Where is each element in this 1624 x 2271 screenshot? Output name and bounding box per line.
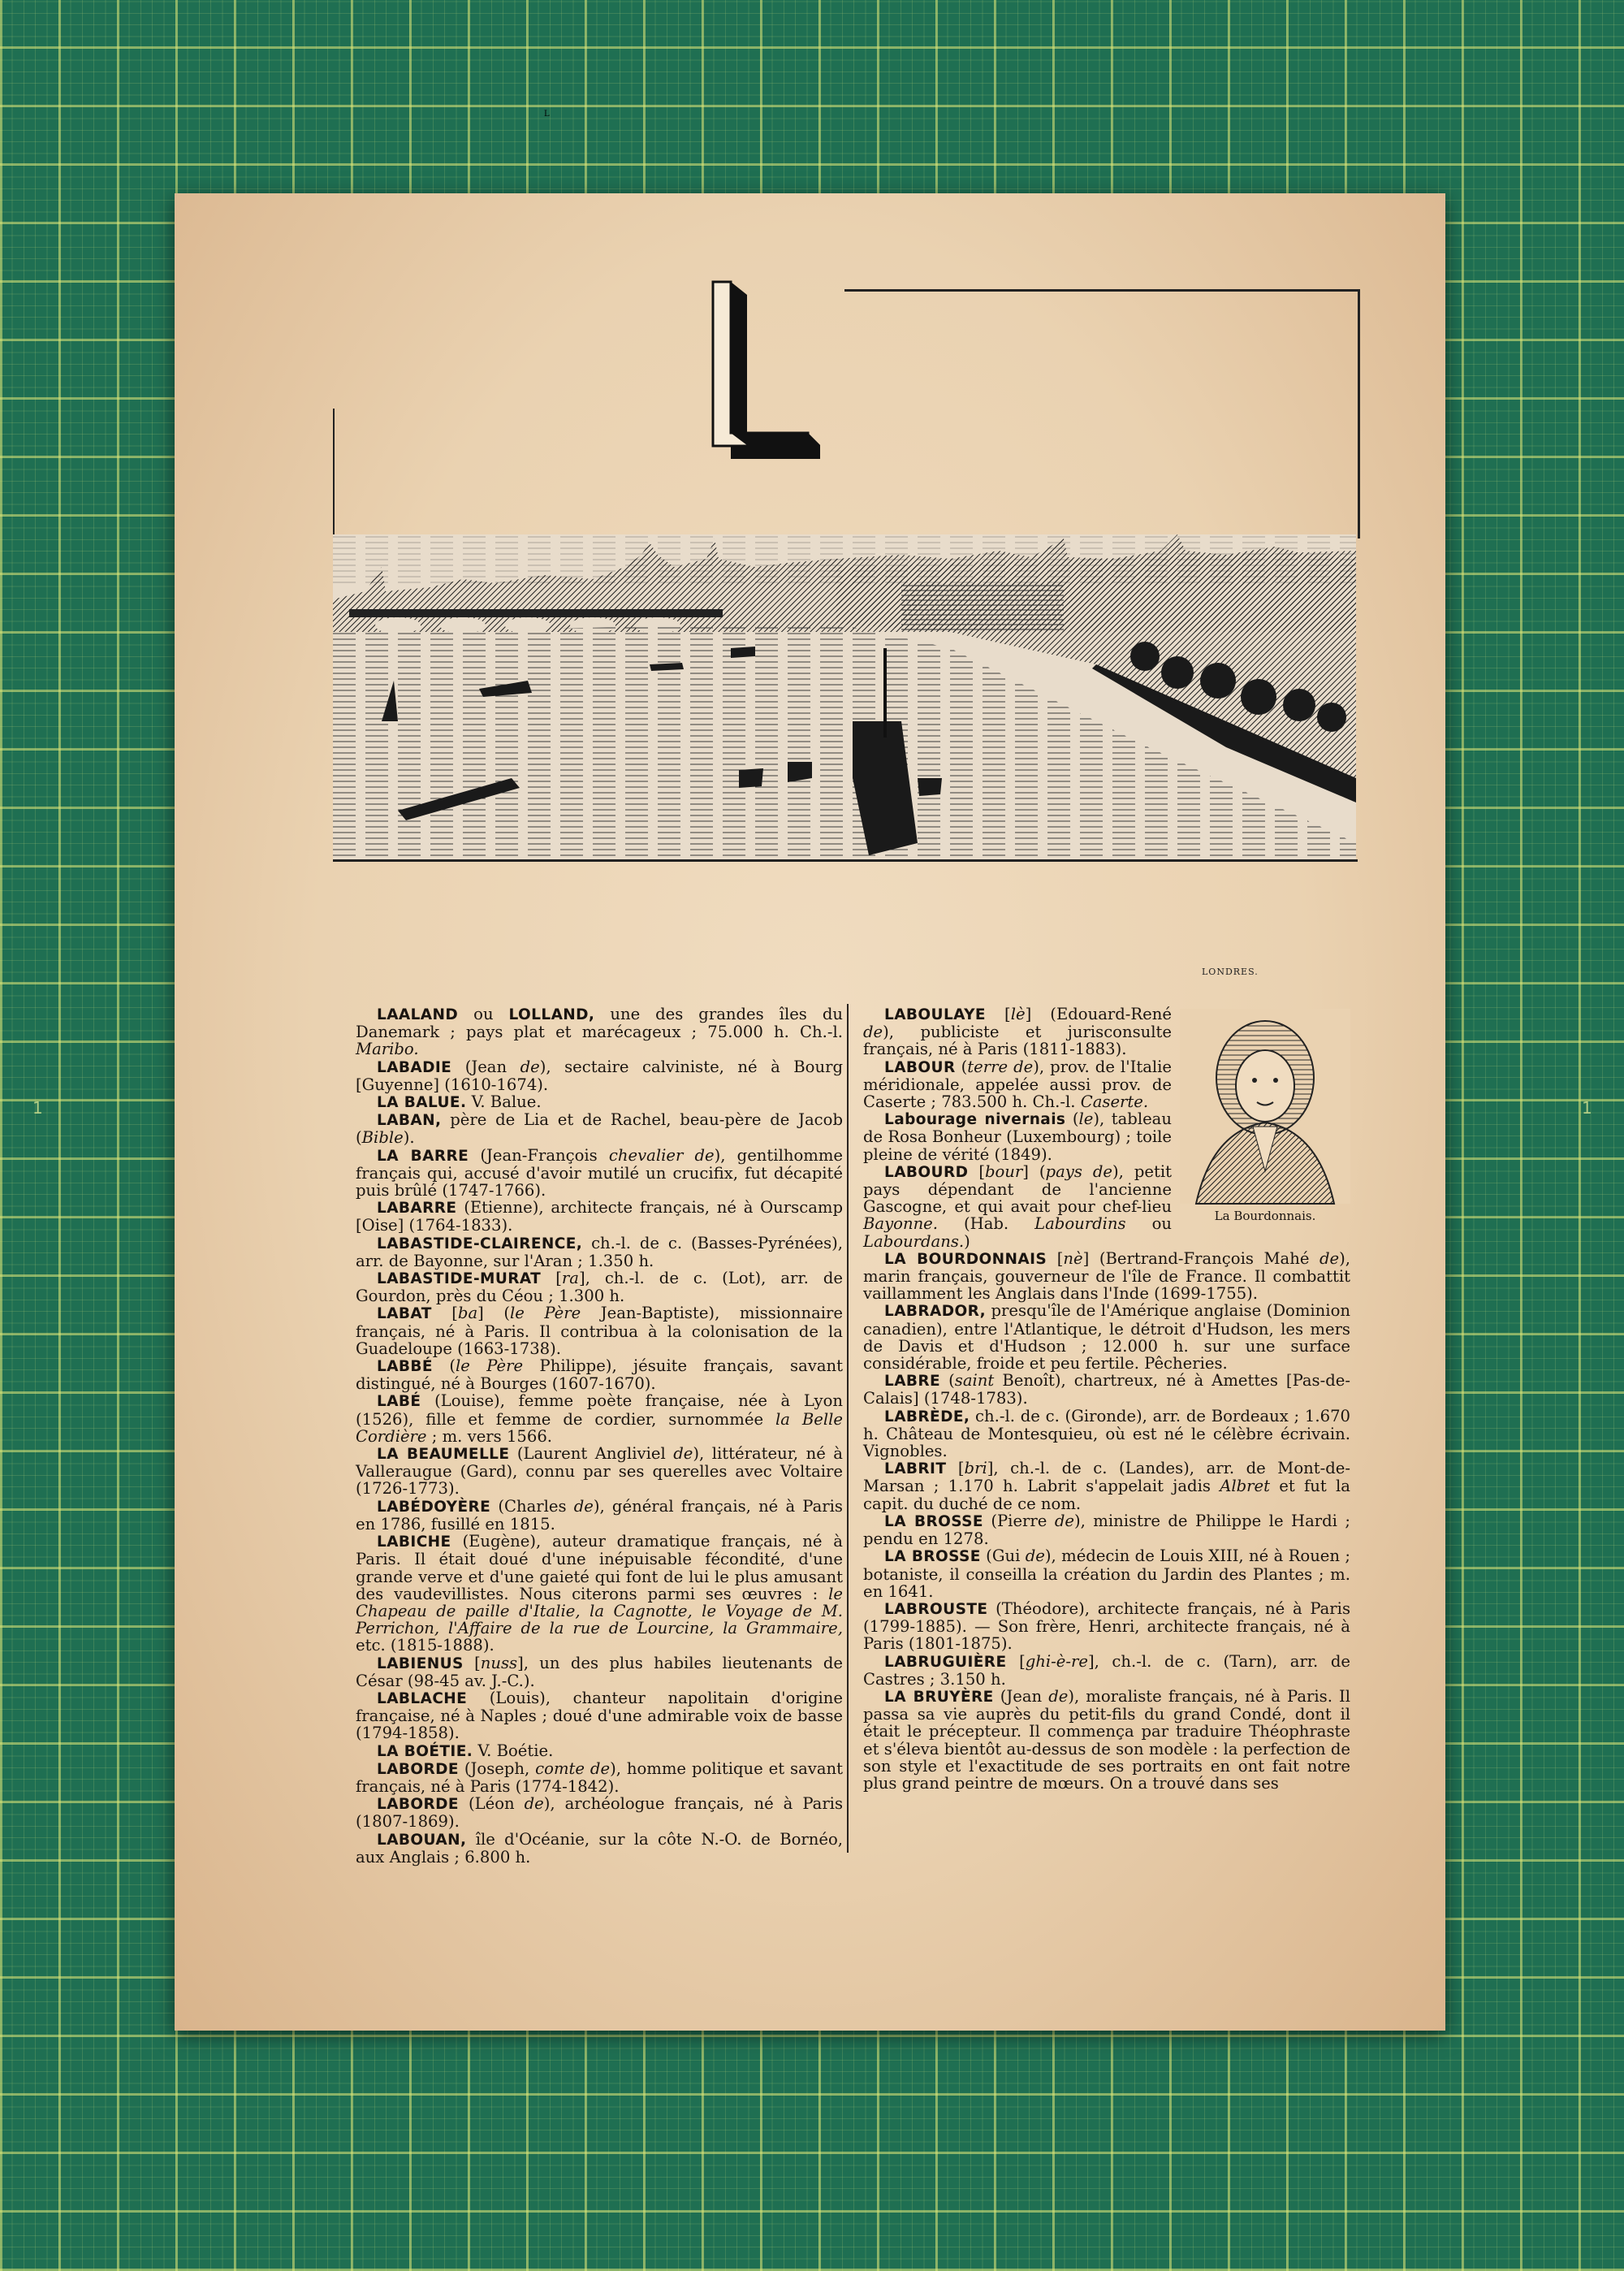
entry-headword: LABASTIDE-MURAT (377, 1270, 542, 1288)
entry-headword: LABICHE (377, 1533, 451, 1551)
entry-text: ; m. vers 1566. (426, 1426, 553, 1446)
entry-text: ), sectaire calviniste, né à Bourg [Guyenne] (1610-1674). (356, 1057, 843, 1094)
dictionary-entry (863, 1372, 1350, 1407)
entry-text: ( (432, 1356, 456, 1376)
entry-headword: LABRADOR, (884, 1303, 987, 1321)
entry-text: bri (964, 1459, 987, 1478)
dictionary-entry (356, 1533, 843, 1654)
entry-text: ), homme politique et savant français, né à Paris (1774-1842). (356, 1758, 844, 1796)
entry-headword: LABROUSTE (884, 1600, 988, 1618)
mat-number-right: 1 (1582, 1098, 1592, 1118)
dictionary-entry (863, 1653, 1350, 1688)
entry-text: le Père (509, 1304, 581, 1323)
entry-text: ( (1065, 1110, 1079, 1129)
entry-text: [ (946, 1459, 965, 1478)
entry-text: ). (403, 1128, 415, 1148)
entry-text: (Gui (980, 1546, 1026, 1566)
entry-text: (Eugène), auteur dramatique français, né à Paris. Il était doué d'une inépuisable fécondité, d'une grande verve et d'une gaieté qui font de lui le plus amusant des vaudevillistes. Nous citerons parmi ses œuvres : (356, 1532, 843, 1603)
entry-text: ), littérateur, né à Valleraugue (Gard), connu par ses querelles avec Voltaire (1726-1773). (356, 1444, 843, 1499)
entry-text: Jean-Baptiste), missionnaire français, né à Paris. Il contribua à la colonisation de la Guadeloupe (1663-1738). (356, 1304, 843, 1358)
entry-text: ou (1125, 1214, 1172, 1234)
entry-text: le Père (456, 1356, 524, 1376)
entry-text: etc. (1815-1888). (356, 1636, 495, 1655)
dictionary-entry (356, 1093, 843, 1111)
dictionary-entry (356, 1445, 843, 1498)
entry-text: Bayonne. (863, 1214, 939, 1234)
dictionary-entry (356, 1235, 843, 1270)
mat-number-left: 1 (32, 1098, 43, 1118)
entry-text: et fut la capit. du duché de ce nom. (863, 1477, 1350, 1513)
entry-text: presqu'île de l'Amérique anglaise (Dominion canadien), entre l'Atlantique, le détroit d'Hudson, les mers de Davis et d'Hudson ; 12.000 h. sur une surface considérable, froide et peu fertile. Pêcheries. (863, 1301, 1350, 1373)
entry-headword: LABOUR (884, 1058, 956, 1076)
dictionary-entry (356, 1147, 843, 1200)
entry-text: (Théodore), architecte français, né à Paris (1799-1885). — Son frère, Henri, architecte français, né à Paris (1801-1875). (863, 1598, 1350, 1654)
entry-text: Bible (361, 1128, 404, 1148)
dictionary-entry (356, 1795, 843, 1830)
dictionary-entry (356, 1111, 843, 1146)
entry-text: ), archéologue français, né à Paris (1807-1869). (356, 1794, 844, 1832)
dictionary-entry (356, 1304, 843, 1357)
entry-text: ], ch.-l. de c. (Tarn), arr. de Castres ; 3.150 h. (863, 1651, 1350, 1689)
entry-headword: LOLLAND, (508, 1006, 595, 1023)
entry-headword: LABOUAN, (377, 1831, 467, 1849)
entry-headword: LABRÈDE, (884, 1408, 970, 1425)
entry-text: Benoît), chartreux, né à Amettes [Pas-de-Calais] (1748-1783). (863, 1371, 1350, 1408)
dictionary-entry (356, 1831, 843, 1866)
entry-text: le (1078, 1110, 1094, 1129)
dictionary-entry (356, 1058, 843, 1093)
frame-left-line (333, 409, 335, 539)
frame-top-line (844, 289, 1360, 292)
entry-headword: LABRIT (884, 1460, 947, 1478)
entry-text: chevalier de (608, 1145, 715, 1165)
entry-headword: LABAN, (377, 1112, 442, 1130)
dictionary-entry (356, 1357, 843, 1392)
entry-text: ], un des plus habiles lieutenants de César (98-45 av. J.-C.). (356, 1653, 844, 1690)
letter-l-ornament (544, 110, 836, 469)
entry-headword: LABORDE (377, 1796, 459, 1814)
entry-text: ch.-l. de c. (Basses-Pyrénées), arr. de Bayonne, sur l'Aran ; 1.350 h. (356, 1233, 843, 1270)
entry-text: ), prov. de l'Italie méridionale, appelée aussi prov. de Caserte ; 783.500 h. Ch.-l. (863, 1057, 1173, 1112)
letter-l: L (544, 110, 550, 119)
entry-text: (Léon (458, 1794, 525, 1814)
entry-headword: LABARRE (377, 1200, 457, 1218)
entry-text: ), gentilhomme français qui, accusé d'avoir mutilé un crucifix, fut décapité puis brûlé (1747-1766). (356, 1145, 844, 1200)
entry-text: (Louis), chanteur napolitain d'origine française, né à Naples ; doué d'une admirable voix de basse (1794-1858). (356, 1688, 843, 1743)
entry-text: nè (1063, 1248, 1083, 1268)
entry-headword: LA BARRE (377, 1147, 469, 1165)
dictionary-entry (356, 1199, 843, 1234)
entry-text: de (520, 1057, 540, 1076)
entry-text: Philippe), jésuite français, savant distingué, né à Bourges (1607-1670). (356, 1356, 844, 1394)
entry-text: de (524, 1794, 544, 1814)
entry-text: [ (463, 1653, 481, 1672)
dictionary-entry (356, 1006, 843, 1058)
entry-text: ], ch.-l. de c. (Landes), arr. de Mont-de-Marsan ; 1.170 h. Labrit s'appelait jadis (863, 1459, 1350, 1496)
entry-headword: LABOULAYE (884, 1006, 986, 1023)
entry-text: la Belle Cordière (356, 1409, 843, 1446)
entry-text: [ (985, 1005, 1011, 1023)
entry-text: [ (431, 1304, 458, 1323)
entry-text: [ (541, 1269, 562, 1288)
dictionary-entry (356, 1760, 843, 1795)
entry-text: de (673, 1444, 693, 1464)
dictionary-entry (863, 1460, 1350, 1512)
entry-headword: LABAT (377, 1305, 432, 1323)
entry-headword: LA BROSSE (884, 1548, 981, 1566)
entry-headword: LA BROSSE (884, 1512, 983, 1530)
right-column (863, 1006, 1350, 1792)
entry-text: ba (457, 1304, 478, 1323)
entry-headword: LABASTIDE-CLAIRENCE, (377, 1235, 583, 1252)
dictionary-entry (863, 1688, 1350, 1792)
entry-text: le Chapeau de paille d'Italie, la Cagnotte, le Voyage de M. Perrichon, l'Affaire de la rue de Lourcine, la Grammaire, (356, 1584, 843, 1638)
dictionary-entry (356, 1270, 843, 1304)
entry-text: île d'Océanie, sur la côte N.-O. de Bornéo, aux Anglais ; 6.800 h. (356, 1829, 843, 1867)
london-engraving (333, 534, 1356, 859)
entry-headword: LABBÉ (377, 1358, 433, 1376)
entry-text: ] (Bertrand-François Mahé (1082, 1248, 1320, 1268)
entry-text: Albret (1220, 1477, 1270, 1496)
column-divider (847, 1004, 849, 1853)
entry-text: [ (968, 1161, 985, 1181)
entry-text: (Jean (993, 1686, 1049, 1706)
entry-text: (Laurent Angliviel (509, 1444, 674, 1464)
entry-headword: LA BOURDONNAIS (884, 1250, 1047, 1268)
entry-text: ), médecin de Louis XIII, né à Rouen ; botaniste, il conseilla la création du Jardin des Plantes ; m. en 1641. (863, 1546, 1350, 1601)
entry-headword: LABIENUS (377, 1655, 464, 1672)
entry-text: une des grandes îles du Danemark ; pays plat et marécageux ; 75.000 h. Ch.-l. (356, 1005, 843, 1042)
entry-text: ] (Edouard-René (1025, 1005, 1172, 1023)
entry-text: ch.-l. de c. (Gironde), arr. de Bordeaux ; 1.670 h. Château de Montesquieu, où est né le célèbre écrivain. Vignobles. (863, 1406, 1350, 1461)
entry-text: ), publiciste et jurisconsulte français, né à Paris (1811-1883). (863, 1023, 1172, 1059)
entry-text: ( (955, 1057, 968, 1076)
entry-headword: LAALAND (377, 1006, 459, 1023)
entry-text: V. Boétie. (473, 1741, 554, 1760)
dictionary-entry (863, 1250, 1350, 1303)
dictionary-entry (356, 1655, 843, 1689)
entry-text: (Joseph, (458, 1758, 536, 1778)
entry-text: ), petit pays dépendant de l'ancienne Gascogne, et qui avait pour chef-lieu (863, 1161, 1172, 1217)
entry-text: V. Balue. (466, 1092, 542, 1112)
entry-text: de (1048, 1686, 1069, 1706)
entry-headword: LA BEAUMELLE (377, 1446, 510, 1464)
entry-text: de (1054, 1511, 1074, 1530)
dictionary-entry (356, 1392, 843, 1445)
entry-text: (Jean (451, 1057, 520, 1076)
entry-text: (Charles (490, 1496, 574, 1516)
entry-text: bour (984, 1161, 1023, 1181)
entry-text: ), ministre de Philippe le Hardi ; pendu en 1278. (863, 1511, 1350, 1549)
entry-text: (Pierre (983, 1511, 1055, 1530)
entry-text: ghi-è-re (1025, 1651, 1088, 1671)
entry-text: nuss (480, 1653, 518, 1672)
entry-text: (Hab. (938, 1214, 1035, 1234)
entry-text: de (573, 1496, 594, 1516)
dictionary-entry (356, 1689, 843, 1742)
entry-text: pays de (1045, 1161, 1112, 1181)
entry-text: ( (940, 1371, 955, 1391)
entry-text: de (863, 1023, 883, 1042)
entry-headword: LABÉDOYÈRE (377, 1498, 491, 1516)
dictionary-entry (863, 1408, 1350, 1460)
entry-text: comte de (535, 1758, 611, 1778)
entry-text: ), moraliste français, né à Paris. Il passa sa vie auprès du petit-fils du grand Condé, dont il était le précepteur. Il commença par traduire Théophraste et s'éleva bientôt au-dessus de son modèle : la perfection de son style et l'exactitude de ses portraits en ont fait notre plus grand peintre de mœurs. On a trouvé dans ses (863, 1686, 1350, 1793)
entry-headword: LA BOÉTIE. (377, 1742, 473, 1760)
dictionary-entry (863, 1547, 1350, 1600)
entry-headword: LA BRUYÈRE (884, 1688, 994, 1706)
entry-text: Caserte. (1080, 1092, 1149, 1112)
entry-text: ou (458, 1005, 509, 1023)
entry-text: (Louise), femme poète française, née à Lyon (1526), fille et femme de cordier, surnommée (356, 1391, 843, 1429)
entry-text: (Jean-François (469, 1145, 609, 1165)
entry-text: ], ch.-l. de c. (Lot), arr. de Gourdon, près du Céou ; 1.300 h. (356, 1269, 843, 1306)
left-column (356, 1006, 843, 1866)
entry-text: ) (964, 1231, 970, 1251)
dictionary-entry (356, 1498, 843, 1533)
entry-headword: LABLACHE (377, 1689, 468, 1707)
entry-text: ra (561, 1269, 579, 1288)
entry-headword: Labourage nivernais (884, 1111, 1066, 1129)
entry-text: ] ( (1022, 1161, 1046, 1181)
entry-text: de (1319, 1248, 1340, 1268)
portrait-caption: La Bourdonnais. (1214, 1208, 1316, 1223)
entry-headword: LABORDE (377, 1760, 459, 1778)
entry-text: père de Lia et de Rachel, beau-père de Jacob ( (356, 1110, 843, 1148)
entry-text: ] ( (477, 1304, 510, 1323)
entry-text: lè (1010, 1005, 1026, 1023)
frame-right-line (1358, 289, 1360, 539)
dictionary-entry (356, 1742, 843, 1760)
entry-text: [ (1006, 1651, 1026, 1671)
entry-headword: LABRUGUIÈRE (884, 1653, 1007, 1671)
dictionary-entry (863, 1512, 1350, 1547)
entry-headword: LABRE (884, 1373, 941, 1391)
entry-text: ), tableau de Rosa Bonheur (Luxembourg) ; toile pleine de vérité (1849). (863, 1110, 1172, 1164)
entry-text: [ (1047, 1248, 1064, 1268)
entry-headword: LABÉ (377, 1393, 421, 1411)
entry-text: de (1025, 1546, 1045, 1566)
entry-headword: LABOURD (884, 1163, 969, 1181)
entry-text: (Etienne), architecte français, né à Ourscamp [Oise] (1764-1833). (356, 1198, 843, 1235)
engraving-bottom-line (333, 859, 1358, 862)
entry-text: ), marin français, gouverneur de l'île de France. Il combattit vaillamment les Anglais dans l'Inde (1699-1755). (863, 1248, 1350, 1304)
entry-text: Labourdins (1034, 1214, 1126, 1234)
portrait-la-bourdonnais (1180, 1009, 1350, 1222)
entry-text: ), général français, né à Paris en 1786, fusillé en 1815. (356, 1496, 843, 1533)
entry-text: Maribo. (356, 1040, 419, 1059)
dictionary-entry (863, 1302, 1350, 1372)
engraving-caption: LONDRES. (1202, 967, 1259, 977)
entry-headword: LABADIE (377, 1058, 452, 1076)
entry-headword: LA BALUE. (377, 1094, 467, 1112)
dictionary-page (175, 110, 1445, 2031)
entry-text: Labourdans. (863, 1231, 965, 1251)
portrait-engraving (1180, 1009, 1350, 1204)
entry-text: saint (954, 1371, 995, 1391)
entry-text: terre de (967, 1057, 1034, 1076)
dictionary-entry (863, 1600, 1350, 1653)
